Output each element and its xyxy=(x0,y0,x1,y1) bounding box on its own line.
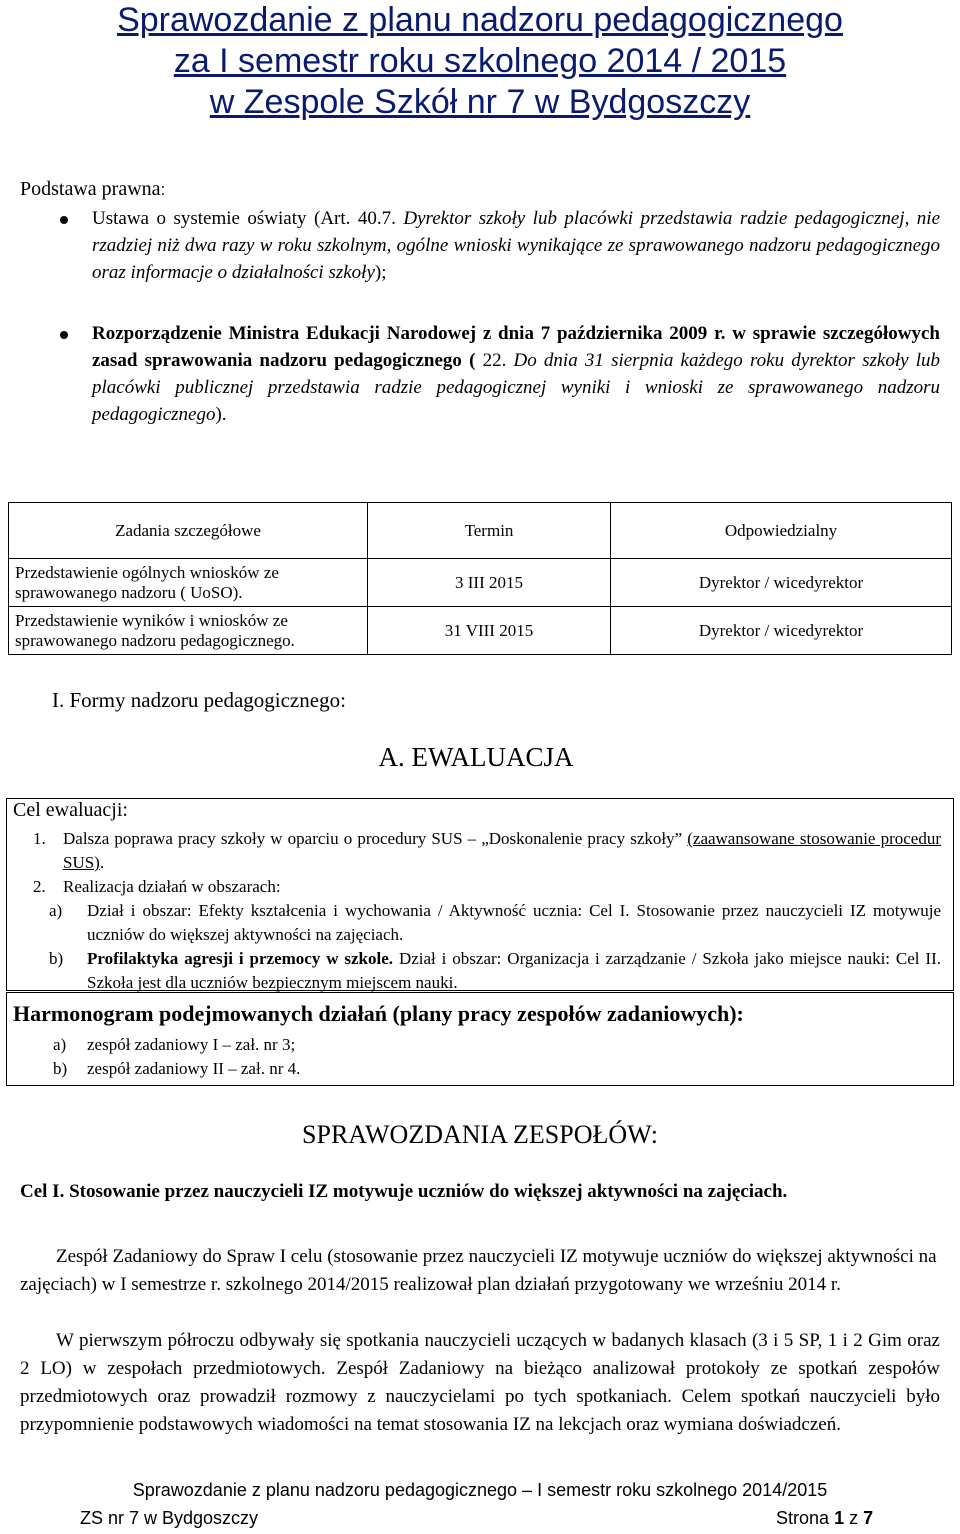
legal-item-2-bold: w sprawie szczegółowych zasad sprawowania nadzoru pedagogicznego ( xyxy=(92,323,940,371)
page-total: 7 xyxy=(863,1508,874,1528)
table-row xyxy=(9,559,952,607)
legal-item-2-end: ). xyxy=(215,404,227,425)
evaluation-item-2-num: 2. xyxy=(33,877,46,896)
doc-title-line-1: Sprawozdanie z planu nadzoru pedagogicznego xyxy=(117,1,843,39)
evaluation-item-1-text: Dalsza poprawa pracy szkoły w oparciu o procedury SUS – „Doskonalenie pracy szkoły” xyxy=(63,829,688,848)
table-header-cell: Zadania szczegółowe xyxy=(9,503,368,559)
legal-basis-label xyxy=(20,178,165,201)
page-of: z xyxy=(849,1508,859,1528)
section-a-text: A. EWALUACJA xyxy=(378,742,574,772)
table-cell: 31 VIII 2015 xyxy=(368,607,611,655)
legal-item-1 xyxy=(92,205,940,286)
legal-item-1-body: Dyrektor szkoły lub placówki przedstawia radzie pedagogicznej, nie rzadziej niż dwa razy w roku szkolnym, ogólne wnioski wynikające ze sprawowanego nadzoru pedagogicznego oraz informacje o działalności szkoły xyxy=(92,208,941,283)
legal-item-1-end: ); xyxy=(374,262,387,283)
page-number: 1 xyxy=(834,1508,845,1528)
schedule-b-text: zespół zadaniowy II – zał. nr 4. xyxy=(87,1059,301,1078)
page-indicator xyxy=(776,1508,873,1529)
legal-item-2 xyxy=(92,320,940,428)
evaluation-item-1-num: 1. xyxy=(33,829,46,848)
table-row xyxy=(9,607,952,655)
evaluation-sub-b xyxy=(87,947,941,995)
table-cell: Dyrektor / wicedyrektor xyxy=(611,559,952,607)
table-cell: 3 III 2015 xyxy=(368,559,611,607)
evaluation-sub-a-text: Dział i obszar: Efekty kształcenia i wychowania / Aktywność ucznia: Cel I. Stosowanie przez nauczycieli IZ motywuje uczniów do większej aktywności na zajęciach. xyxy=(87,901,941,944)
page-label: Strona xyxy=(776,1508,830,1528)
evaluation-label: Cel ewaluacji: xyxy=(13,799,128,821)
legal-basis-text: Podstawa prawna xyxy=(20,178,161,200)
table-cell: Przedstawienie wyników i wniosków ze sprawowanego nadzoru pedagogicznego. xyxy=(9,607,368,655)
evaluation-item-1 xyxy=(63,827,941,875)
schedule-a-text: zespół zadaniowy I – zał. nr 3; xyxy=(87,1035,296,1054)
tasks-table xyxy=(8,502,952,655)
schedule-heading: Harmonogram podejmowanych działań (plany pracy zespołów zadaniowych): xyxy=(13,1001,744,1026)
evaluation-sub-b-text: Dział i obszar: Organizacja i zarządzanie / Szkoła jako miejsce nauki: Cel II. Szkoła jest dla uczniów bezpiecznym miejscem nauki. xyxy=(87,949,942,992)
schedule-a-label: a) xyxy=(53,1035,67,1054)
footer-line-1: Sprawozdanie z planu nadzoru pedagogicznego – I semestr roku szkolnego 2014/2015 xyxy=(132,1480,828,1500)
evaluation-box xyxy=(6,798,954,991)
footer-school: ZS nr 7 w Bydgoszczy xyxy=(80,1508,259,1528)
evaluation-item-2-text: Realizacja działań w obszarach: xyxy=(63,877,281,896)
evaluation-item-1-underlined: (zaawansowane stosowanie procedur SUS) xyxy=(63,829,941,872)
table-header-cell: Odpowiedzialny xyxy=(611,503,952,559)
evaluation-sub-b-bold: Profilaktyka agresji i przemocy w szkole. xyxy=(87,949,394,968)
legal-item-2-para: 22. xyxy=(475,350,507,371)
reports-heading: SPRAWOZDANIA ZESPOŁÓW: xyxy=(302,1120,658,1149)
goal-line: Cel I. Stosowanie przez nauczycieli IZ motywuje uczniów do większej aktywności na zajęciach. xyxy=(20,1181,788,1202)
report-paragraph-2: W pierwszym półroczu odbywały się spotkania nauczycieli uczących w badanych klasach (3 i 5 SP, 1 i 2 Gim oraz 2 LO) w zespołach przedmiotowych. Zespół Zadaniowy na bieżąco analizował protokoły ze spotkań zespołów przedmiotowych oraz prowadził rozmowy z nauczycielami po tych spotkaniach. Celem spotkań nauczycieli było przypomnienie podstawowych wiadomości na temat stosowania IZ na lekcjach oraz wymiana doświadczeń. xyxy=(20,1330,940,1435)
table-header-row xyxy=(9,503,952,559)
evaluation-sub-a-label: a) xyxy=(49,901,63,920)
section-a-heading xyxy=(0,742,960,773)
schedule-box xyxy=(6,992,954,1086)
legal-basis-colon: : xyxy=(160,180,166,199)
table-cell: Przedstawienie ogólnych wniosków ze sprawowanego nadzoru ( UoSO). xyxy=(9,559,368,607)
table-header-cell: Termin xyxy=(368,503,611,559)
schedule-b-label: b) xyxy=(53,1059,68,1078)
legal-item-2-lead: Rozporządzenie Ministra Edukacji Narodowej z dnia 7 października 2009 r. xyxy=(92,323,726,344)
legal-item-2-body: Do dnia 31 sierpnia każdego roku dyrektor szkoły lub placówki publicznej przedstawia radzie pedagogicznej wyniki i wnioski ze sprawowanego nadzoru pedagogicznego xyxy=(92,350,941,425)
doc-title-line-3: w Zespole Szkół nr 7 w Bydgoszczy xyxy=(209,83,751,121)
bullet-icon xyxy=(60,331,68,339)
report-paragraph-1: Zespół Zadaniowy do Spraw I celu (stosowanie przez nauczycieli IZ motywuje uczniów do większej aktywności na zajęciach) w I semestrze r. szkolnego 2014/2015 realizował plan działań przygotowany we wrześniu 2014 r. xyxy=(20,1246,937,1295)
evaluation-item-1-end: . xyxy=(99,853,105,872)
table-cell: Dyrektor / wicedyrektor xyxy=(611,607,952,655)
section-i-heading: I. Formy nadzoru pedagogicznego: xyxy=(52,688,346,712)
bullet-icon xyxy=(60,216,68,224)
evaluation-sub-b-label: b) xyxy=(49,949,64,968)
doc-title-line-2: za I semestr roku szkolnego 2014 / 2015 xyxy=(173,42,787,80)
legal-item-1-lead: Ustawa o systemie oświaty (Art. 40.7. xyxy=(92,208,396,229)
